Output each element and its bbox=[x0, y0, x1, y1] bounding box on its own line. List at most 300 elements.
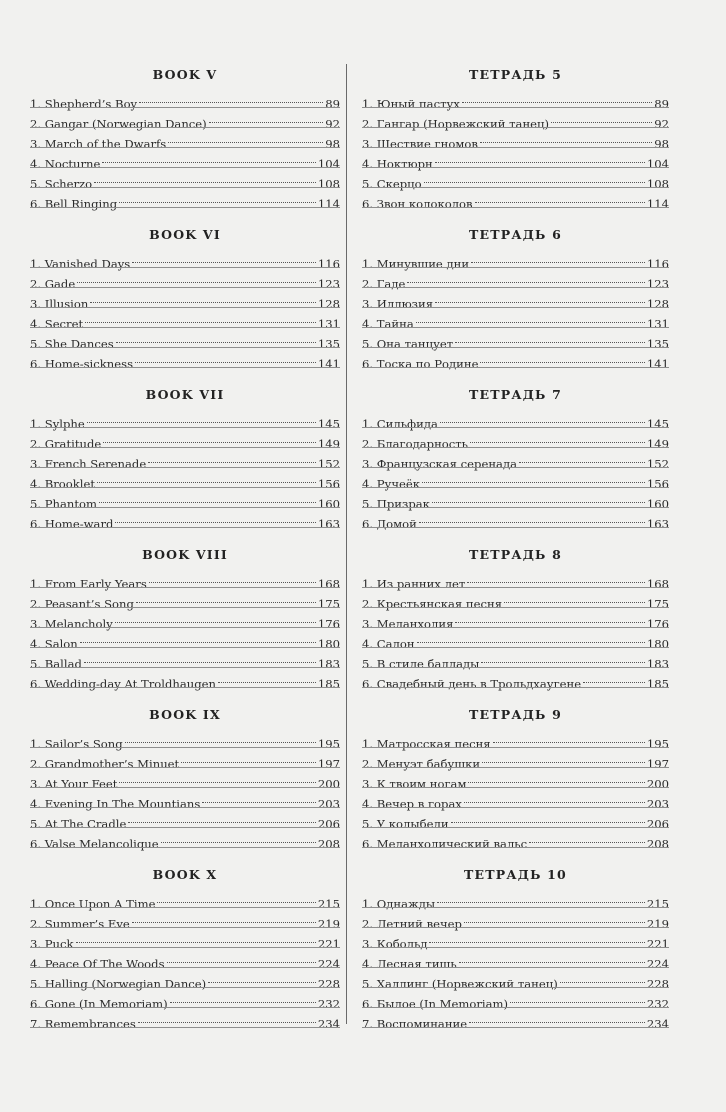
dot-leader bbox=[115, 608, 316, 628]
book-section bbox=[30, 62, 340, 211]
book-heading: BOOK VI bbox=[149, 227, 221, 242]
dot-leader bbox=[208, 968, 316, 988]
contents-entry bbox=[362, 628, 669, 651]
entry-title: 5. Halling (Norwegian Dance) bbox=[30, 977, 207, 991]
dot-leader bbox=[560, 968, 645, 988]
dot-leader bbox=[97, 468, 316, 488]
entry-title: 5. У колыбели bbox=[362, 817, 449, 831]
dot-leader bbox=[128, 808, 316, 828]
book-section bbox=[30, 862, 340, 1031]
dot-leader bbox=[481, 648, 644, 668]
entry-page: 156 bbox=[646, 477, 669, 491]
dot-leader bbox=[209, 108, 324, 128]
contents-entry bbox=[362, 168, 669, 191]
entry-title: 2. Gangar (Norwegian Dance) bbox=[30, 117, 207, 131]
contents-entry bbox=[362, 328, 669, 351]
dot-leader bbox=[132, 908, 316, 928]
entry-page: 116 bbox=[317, 257, 340, 271]
contents-entry bbox=[30, 248, 340, 271]
book-section bbox=[362, 542, 669, 691]
entry-page: 228 bbox=[317, 977, 340, 991]
entry-page: 208 bbox=[646, 837, 669, 851]
contents-entry bbox=[362, 1008, 669, 1031]
contents-entry bbox=[362, 908, 669, 931]
entry-title: 4. Secret bbox=[30, 317, 84, 331]
entry-title: 2. Gade bbox=[30, 277, 76, 291]
entry-title: 2. Летний вечер bbox=[362, 917, 462, 931]
contents-entry bbox=[30, 828, 340, 851]
contents-entry bbox=[362, 348, 669, 371]
dot-leader bbox=[467, 568, 645, 588]
contents-entry bbox=[362, 948, 669, 971]
contents-entry bbox=[362, 728, 669, 751]
contents-entry bbox=[362, 768, 669, 791]
entry-page: 206 bbox=[317, 817, 340, 831]
entry-title: 7. Remembrances bbox=[30, 1017, 136, 1031]
contents-entry bbox=[30, 188, 340, 211]
dot-leader bbox=[115, 508, 315, 528]
dot-leader bbox=[161, 828, 316, 848]
entry-page: 89 bbox=[654, 97, 669, 111]
book-section bbox=[30, 382, 340, 531]
entry-page: 180 bbox=[646, 637, 669, 651]
entry-title: 3. French Serenade bbox=[30, 457, 147, 471]
contents-entry bbox=[30, 928, 340, 951]
contents-entry bbox=[362, 808, 669, 831]
dot-leader bbox=[422, 468, 645, 488]
entry-title: 2. Благодарность bbox=[362, 437, 468, 451]
entry-title: 6. Тоска по Родине bbox=[362, 357, 479, 371]
dot-leader bbox=[519, 448, 645, 468]
entry-title: 5. Phantom bbox=[30, 497, 98, 511]
entry-title: 1. Юный пастух bbox=[362, 97, 460, 111]
entry-page: 156 bbox=[317, 477, 340, 491]
entry-title: 3. At Your Feet bbox=[30, 777, 118, 791]
contents-entry bbox=[362, 608, 669, 631]
contents-entry bbox=[362, 468, 669, 491]
entry-page: 203 bbox=[646, 797, 669, 811]
entry-page: 131 bbox=[646, 317, 669, 331]
contents-entry bbox=[30, 988, 340, 1011]
entry-title: 4. Peace Of The Woods bbox=[30, 957, 165, 971]
entry-page: 221 bbox=[317, 937, 340, 951]
contents-entry bbox=[30, 568, 340, 591]
entry-title: 6. Wedding-day At Troldhaugen bbox=[30, 677, 216, 691]
entry-title: 3. March of the Dwarfs bbox=[30, 137, 167, 151]
entry-title: 6. Home-sickness bbox=[30, 357, 134, 371]
entry-page: 200 bbox=[646, 777, 669, 791]
entry-title: 1. Sylphe bbox=[30, 417, 85, 431]
entry-page: 160 bbox=[646, 497, 669, 511]
entry-title: 3. Puck bbox=[30, 937, 74, 951]
entry-title: 3. Illusion bbox=[30, 297, 89, 311]
entry-title: 5. Скерцо bbox=[362, 177, 422, 191]
entry-title: 2. Peasant’s Song bbox=[30, 597, 134, 611]
entry-page: 195 bbox=[317, 737, 340, 751]
contents-entry bbox=[30, 408, 340, 431]
entry-page: 135 bbox=[317, 337, 340, 351]
dot-leader bbox=[135, 348, 316, 368]
contents-entry bbox=[362, 88, 669, 111]
entry-page: 219 bbox=[646, 917, 669, 931]
dot-leader bbox=[76, 928, 316, 948]
book-section bbox=[362, 222, 669, 371]
contents-entry bbox=[362, 988, 669, 1011]
contents-entry bbox=[362, 248, 669, 271]
entry-page: 224 bbox=[646, 957, 669, 971]
entry-title: 6. Bell Ringing bbox=[30, 197, 118, 211]
dot-leader bbox=[87, 408, 316, 428]
dot-leader bbox=[167, 948, 316, 968]
contents-entry bbox=[362, 488, 669, 511]
dot-leader bbox=[464, 788, 645, 808]
entry-page: 224 bbox=[317, 957, 340, 971]
contents-entry bbox=[362, 648, 669, 671]
dot-leader bbox=[77, 268, 316, 288]
entry-title: 6. Gone (In Memoriam) bbox=[30, 997, 168, 1011]
entry-title: 4. Салон bbox=[362, 637, 415, 651]
contents-entry bbox=[362, 408, 669, 431]
entry-title: 2. Grandmother’s Minuet bbox=[30, 757, 180, 771]
entry-title: 4. Brooklet bbox=[30, 477, 96, 491]
contents-entry bbox=[30, 1008, 340, 1031]
entry-page: 89 bbox=[325, 97, 340, 111]
entry-page: 128 bbox=[646, 297, 669, 311]
dot-leader bbox=[218, 668, 316, 688]
book-heading: ТЕТРАДЬ 6 bbox=[469, 227, 562, 242]
dot-leader bbox=[429, 928, 644, 948]
entry-title: 4. Salon bbox=[30, 637, 78, 651]
entry-title: 3. Иллюзия bbox=[362, 297, 434, 311]
entry-title: 5. She Dances bbox=[30, 337, 114, 351]
dot-leader bbox=[170, 988, 316, 1008]
dot-leader bbox=[468, 768, 644, 788]
contents-entry bbox=[30, 748, 340, 771]
entry-page: 180 bbox=[317, 637, 340, 651]
entry-title: 4. Ноктюрн bbox=[362, 157, 433, 171]
dot-leader bbox=[116, 328, 316, 348]
entry-page: 228 bbox=[646, 977, 669, 991]
entry-title: 3. Шествие гномов bbox=[362, 137, 478, 151]
dot-leader bbox=[419, 508, 645, 528]
entry-title: 1. Sailor’s Song bbox=[30, 737, 123, 751]
entry-title: 3. Меланхолия bbox=[362, 617, 454, 631]
contents-entry bbox=[30, 168, 340, 191]
entry-title: 2. Summer’s Eve bbox=[30, 917, 130, 931]
entry-page: 92 bbox=[325, 117, 340, 131]
book-section bbox=[362, 862, 669, 1031]
contents-entry bbox=[30, 328, 340, 351]
entry-title: 4. Evening In The Mountians bbox=[30, 797, 201, 811]
book-heading: ТЕТРАДЬ 9 bbox=[469, 707, 562, 722]
entry-page: 176 bbox=[646, 617, 669, 631]
contents-entry bbox=[362, 668, 669, 691]
entry-page: 108 bbox=[317, 177, 340, 191]
entry-title: 6. Домой bbox=[362, 517, 417, 531]
contents-entry bbox=[362, 928, 669, 951]
book-section bbox=[30, 542, 340, 691]
dot-leader bbox=[455, 328, 645, 348]
contents-entry bbox=[30, 948, 340, 971]
contents-entry bbox=[30, 648, 340, 671]
contents-entry bbox=[30, 308, 340, 331]
book-section bbox=[362, 62, 669, 211]
entry-page: 152 bbox=[646, 457, 669, 471]
contents-entry bbox=[30, 668, 340, 691]
entry-page: 145 bbox=[646, 417, 669, 431]
entry-page: 163 bbox=[317, 517, 340, 531]
entry-title: 3. Melancholy bbox=[30, 617, 113, 631]
dot-leader bbox=[435, 148, 645, 168]
book-section bbox=[362, 382, 669, 531]
entry-title: 1. Shepherd’s Boy bbox=[30, 97, 138, 111]
entry-page: 176 bbox=[317, 617, 340, 631]
dot-leader bbox=[470, 428, 645, 448]
contents-entry bbox=[362, 588, 669, 611]
entry-page: 141 bbox=[646, 357, 669, 371]
dot-leader bbox=[464, 908, 645, 928]
dot-leader bbox=[148, 448, 316, 468]
entry-page: 149 bbox=[646, 437, 669, 451]
column-divider bbox=[346, 64, 347, 1024]
contents-entry bbox=[30, 788, 340, 811]
dot-leader bbox=[157, 888, 315, 908]
entry-page: 135 bbox=[646, 337, 669, 351]
entry-title: 4. Лесная тишь bbox=[362, 957, 457, 971]
dot-leader bbox=[440, 408, 645, 428]
dot-leader bbox=[529, 828, 645, 848]
entry-title: 7. Воспоминание bbox=[362, 1017, 468, 1031]
dot-leader bbox=[119, 188, 316, 208]
book-heading: BOOK IX bbox=[149, 707, 221, 722]
entry-title: 1. Матросская песня bbox=[362, 737, 491, 751]
entry-page: 175 bbox=[317, 597, 340, 611]
contents-entry bbox=[30, 128, 340, 151]
dot-leader bbox=[504, 588, 645, 608]
entry-page: 234 bbox=[646, 1017, 669, 1031]
contents-entry bbox=[362, 428, 669, 451]
contents-entry bbox=[30, 888, 340, 911]
dot-leader bbox=[455, 608, 644, 628]
entry-page: 175 bbox=[646, 597, 669, 611]
dot-leader bbox=[139, 88, 323, 108]
entry-title: 2. Gratitude bbox=[30, 437, 102, 451]
book-heading: ТЕТРАДЬ 10 bbox=[464, 867, 567, 882]
contents-entry bbox=[362, 268, 669, 291]
entry-page: 183 bbox=[317, 657, 340, 671]
entry-page: 219 bbox=[317, 917, 340, 931]
entry-page: 197 bbox=[317, 757, 340, 771]
dot-leader bbox=[416, 308, 645, 328]
entry-page: 232 bbox=[317, 997, 340, 1011]
contents-entry bbox=[30, 148, 340, 171]
contents-entry bbox=[30, 108, 340, 131]
entry-page: 116 bbox=[646, 257, 669, 271]
contents-entry bbox=[362, 448, 669, 471]
dot-leader bbox=[510, 988, 645, 1008]
entry-title: 5. Призрак bbox=[362, 497, 430, 511]
entry-page: 92 bbox=[654, 117, 669, 131]
dot-leader bbox=[432, 488, 645, 508]
entry-page: 114 bbox=[646, 197, 669, 211]
entry-page: 168 bbox=[646, 577, 669, 591]
dot-leader bbox=[480, 128, 652, 148]
dot-leader bbox=[424, 168, 645, 188]
entry-title: 6. Былое (In Memoriam) bbox=[362, 997, 509, 1011]
entry-page: 221 bbox=[646, 937, 669, 951]
dot-leader bbox=[407, 268, 645, 288]
dot-leader bbox=[551, 108, 652, 128]
entry-page: 206 bbox=[646, 817, 669, 831]
contents-entry bbox=[362, 108, 669, 131]
entry-title: 4. Ручеёк bbox=[362, 477, 421, 491]
dot-leader bbox=[94, 168, 316, 188]
dot-leader bbox=[202, 788, 316, 808]
dot-leader bbox=[102, 148, 315, 168]
book-section bbox=[30, 222, 340, 371]
entry-title: 1. Сильфида bbox=[362, 417, 438, 431]
entry-title: 2. Менуэт бабушки bbox=[362, 757, 481, 771]
contents-entry bbox=[30, 808, 340, 831]
entry-title: 2. Гаде bbox=[362, 277, 406, 291]
book-heading: BOOK VII bbox=[145, 387, 225, 402]
contents-entry bbox=[362, 188, 669, 211]
entry-title: 5. Scherzo bbox=[30, 177, 93, 191]
contents-entry bbox=[30, 608, 340, 631]
dot-leader bbox=[471, 248, 645, 268]
contents-entry bbox=[30, 448, 340, 471]
contents-entry bbox=[30, 968, 340, 991]
contents-entry bbox=[362, 148, 669, 171]
contents-entry bbox=[362, 788, 669, 811]
book-heading: ТЕТРАДЬ 5 bbox=[469, 67, 562, 82]
entry-page: 195 bbox=[646, 737, 669, 751]
dot-leader bbox=[462, 88, 652, 108]
entry-page: 98 bbox=[325, 137, 340, 151]
contents-entry bbox=[30, 908, 340, 931]
entry-page: 104 bbox=[317, 157, 340, 171]
entry-title: 6. Свадебный день в Трольдхаугене bbox=[362, 677, 582, 691]
entry-page: 215 bbox=[317, 897, 340, 911]
contents-entry bbox=[30, 508, 340, 531]
contents-entry bbox=[362, 888, 669, 911]
contents-entry bbox=[30, 768, 340, 791]
contents-entry bbox=[362, 508, 669, 531]
entry-title: 2. Крестьянская песня bbox=[362, 597, 503, 611]
dot-leader bbox=[85, 308, 316, 328]
contents-entry bbox=[362, 288, 669, 311]
entry-title: 6. Home-ward bbox=[30, 517, 114, 531]
dot-leader bbox=[181, 748, 316, 768]
contents-entry bbox=[362, 828, 669, 851]
contents-entry bbox=[362, 968, 669, 991]
dot-leader bbox=[493, 728, 645, 748]
entry-title: 2. Гангар (Норвежский танец) bbox=[362, 117, 550, 131]
dot-leader bbox=[417, 628, 645, 648]
entry-title: 4. Nocturne bbox=[30, 157, 101, 171]
entry-page: 200 bbox=[317, 777, 340, 791]
entry-title: 1. Минувшие дни bbox=[362, 257, 470, 271]
contents-entry bbox=[30, 728, 340, 751]
entry-page: 128 bbox=[317, 297, 340, 311]
entry-page: 131 bbox=[317, 317, 340, 331]
entry-page: 208 bbox=[317, 837, 340, 851]
entry-page: 104 bbox=[646, 157, 669, 171]
entry-title: 3. Кобольд bbox=[362, 937, 428, 951]
entry-page: 149 bbox=[317, 437, 340, 451]
entry-title: 6. Valse Melancolique bbox=[30, 837, 159, 851]
entry-title: 1. Vanished Days bbox=[30, 257, 131, 271]
entry-page: 123 bbox=[317, 277, 340, 291]
dot-leader bbox=[103, 428, 316, 448]
entry-title: 1. Из ранних лет bbox=[362, 577, 466, 591]
entry-page: 163 bbox=[646, 517, 669, 531]
dot-leader bbox=[451, 808, 645, 828]
entry-page: 203 bbox=[317, 797, 340, 811]
contents-entry bbox=[30, 468, 340, 491]
entry-page: 197 bbox=[646, 757, 669, 771]
dot-leader bbox=[437, 888, 645, 908]
contents-entry bbox=[30, 428, 340, 451]
contents-entry bbox=[30, 268, 340, 291]
entry-page: 114 bbox=[317, 197, 340, 211]
entry-title: 5. В стиле баллады bbox=[362, 657, 480, 671]
entry-title: 5. Ballad bbox=[30, 657, 82, 671]
dot-leader bbox=[149, 568, 316, 588]
contents-entry bbox=[362, 308, 669, 331]
entry-title: 3. К твоим ногам bbox=[362, 777, 467, 791]
book-heading: BOOK X bbox=[152, 867, 218, 882]
english-contents-column bbox=[30, 62, 340, 1031]
entry-page: 215 bbox=[646, 897, 669, 911]
entry-title: 3. Французская серенада bbox=[362, 457, 518, 471]
entry-title: 1. Once Upon A Time bbox=[30, 897, 156, 911]
dot-leader bbox=[435, 288, 645, 308]
entry-title: 5. Она танцует bbox=[362, 337, 454, 351]
contents-entry bbox=[30, 628, 340, 651]
dot-leader bbox=[138, 1008, 316, 1028]
contents-entry bbox=[30, 88, 340, 111]
entry-page: 108 bbox=[646, 177, 669, 191]
contents-entry bbox=[362, 748, 669, 771]
entry-title: 4. Вечер в горах bbox=[362, 797, 462, 811]
entry-page: 160 bbox=[317, 497, 340, 511]
entry-title: 1. Однажды bbox=[362, 897, 436, 911]
dot-leader bbox=[80, 628, 316, 648]
contents-entry bbox=[30, 348, 340, 371]
entry-page: 234 bbox=[317, 1017, 340, 1031]
entry-page: 185 bbox=[317, 677, 340, 691]
russian-contents-column bbox=[362, 62, 669, 1031]
book-section bbox=[30, 702, 340, 851]
entry-title: 4. Тайна bbox=[362, 317, 414, 331]
dot-leader bbox=[90, 288, 316, 308]
entry-title: 5. Халлинг (Норвежский танец) bbox=[362, 977, 558, 991]
contents-entry bbox=[30, 588, 340, 611]
contents-entry bbox=[30, 288, 340, 311]
entry-title: 1. From Early Years bbox=[30, 577, 147, 591]
dot-leader bbox=[475, 188, 645, 208]
dot-leader bbox=[459, 948, 645, 968]
contents-entry bbox=[362, 128, 669, 151]
dot-leader bbox=[132, 248, 316, 268]
entry-title: 6. Звон колоколов bbox=[362, 197, 473, 211]
book-heading: BOOK VIII bbox=[142, 547, 228, 562]
book-heading: BOOK V bbox=[152, 67, 218, 82]
dot-leader bbox=[84, 648, 316, 668]
book-section bbox=[362, 702, 669, 851]
dot-leader bbox=[136, 588, 316, 608]
